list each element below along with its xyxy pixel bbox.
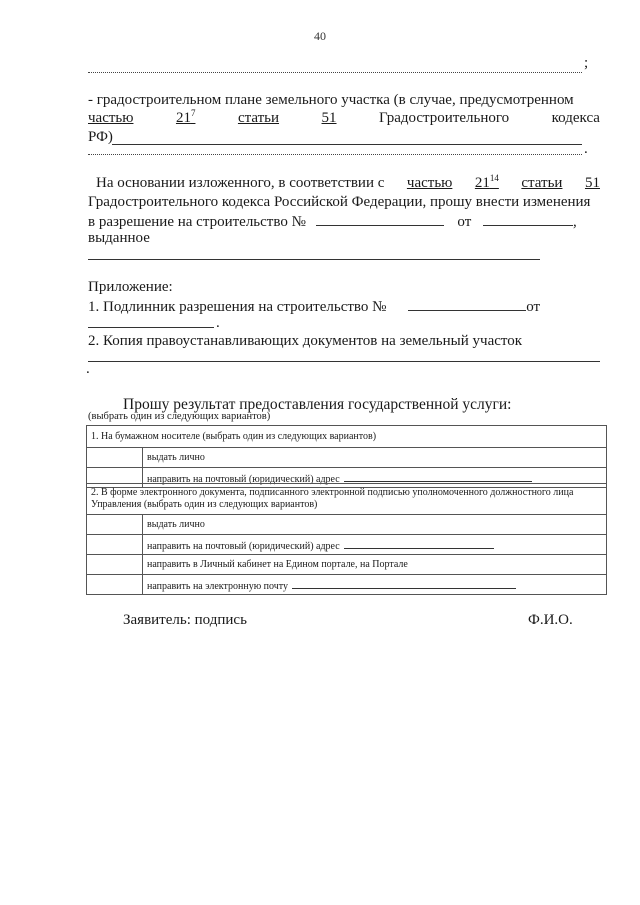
paper-header: 1. На бумажном носителе (выбрать один из следующих вариантов) <box>87 426 607 448</box>
permit-number-field[interactable] <box>316 211 444 226</box>
basis-line-3 <box>88 211 600 232</box>
line-end-dot: . <box>584 141 588 157</box>
basis-line-1 <box>88 174 600 193</box>
ref-part: частью <box>88 110 134 126</box>
appendix-item-2: 2. Копия правоустанавливающих документов на земельный участок <box>88 333 523 349</box>
email-field[interactable] <box>292 578 516 589</box>
ref-grad: Градостроительного <box>379 110 510 126</box>
page-number: 40 <box>314 29 326 43</box>
basis-line-4: выданное <box>88 230 150 246</box>
option-checkbox[interactable] <box>87 575 143 595</box>
electronic-header: 2. В форме электронного документа, подписанного электронной подписью уполномоченного должностного лица Управления (выбрать один из следующих вариантов) <box>87 484 607 515</box>
basis-text: На основании изложенного, в соответствии с <box>96 175 385 191</box>
gpzu-line-3: РФ) <box>88 129 113 145</box>
result-subtitle: (выбрать один из следующих вариантов) <box>88 411 271 422</box>
electronic-options-table <box>86 483 607 595</box>
basis-num: $21^{14}$ <box>474 173 499 191</box>
post-address-field[interactable] <box>344 471 532 482</box>
line-end-dot: . <box>216 315 220 331</box>
e-option-email: направить на электронную почту <box>143 575 607 595</box>
basis-line-2: Градостроительного кодекса Российской Федерации, прошу внести изменения <box>88 194 591 210</box>
gpzu-line-2 <box>88 109 600 128</box>
option-checkbox[interactable] <box>87 555 143 575</box>
option-checkbox[interactable] <box>87 448 143 468</box>
option-checkbox[interactable] <box>87 535 143 555</box>
e-option-cabinet: направить в Личный кабинет на Едином портале, на Портале <box>143 555 607 575</box>
basis-stat: статьи <box>521 175 563 191</box>
basis-part: частью <box>406 175 453 191</box>
original-permit-number-field[interactable] <box>408 296 526 311</box>
appendix-title: Приложение: <box>88 279 173 295</box>
ref-article: 51 <box>321 110 337 126</box>
result-title: Прошу результат предоставления государственной услуги: <box>123 396 512 413</box>
line-end-dot: . <box>86 361 90 377</box>
ref-kodeks: кодекса <box>551 110 600 126</box>
e-post-address-field[interactable] <box>344 538 494 549</box>
basis-permit-label: в разрешение на строительство № <box>88 214 306 230</box>
paper-option-personal: выдать лично <box>143 448 607 468</box>
blank-line <box>88 347 600 362</box>
issued-by-field[interactable] <box>88 247 540 260</box>
basis-ot: от <box>457 214 472 230</box>
permit-date-field[interactable] <box>483 211 573 226</box>
original-permit-date-field[interactable] <box>88 314 214 328</box>
line-end-semicolon: ; <box>584 55 589 71</box>
appendix-ot: от <box>526 299 541 315</box>
appendix-item-1-text: 1. Подлинник разрешения на строительство № <box>88 299 387 315</box>
applicant-signature-label: Заявитель: подпись <box>123 612 247 628</box>
paper-options-table <box>86 425 607 488</box>
ref-num: $21^7$ <box>175 108 196 126</box>
blank-line <box>88 62 582 73</box>
comma: , <box>573 214 577 230</box>
blank-line <box>88 142 582 155</box>
ref-stat: статьи <box>237 110 280 126</box>
gpzu-line-1: - градостроительном плане земельного участка (в случае, предусмотренном <box>88 92 574 108</box>
fio-label: Ф.И.О. <box>528 612 573 628</box>
option-checkbox[interactable] <box>87 515 143 535</box>
e-option-post: направить на почтовый (юридический) адрес <box>143 535 607 555</box>
paper-option-post: направить на почтовый (юридический) адрес <box>143 468 607 488</box>
basis-art: 51 <box>584 175 600 191</box>
e-option-personal: выдать лично <box>143 515 607 535</box>
